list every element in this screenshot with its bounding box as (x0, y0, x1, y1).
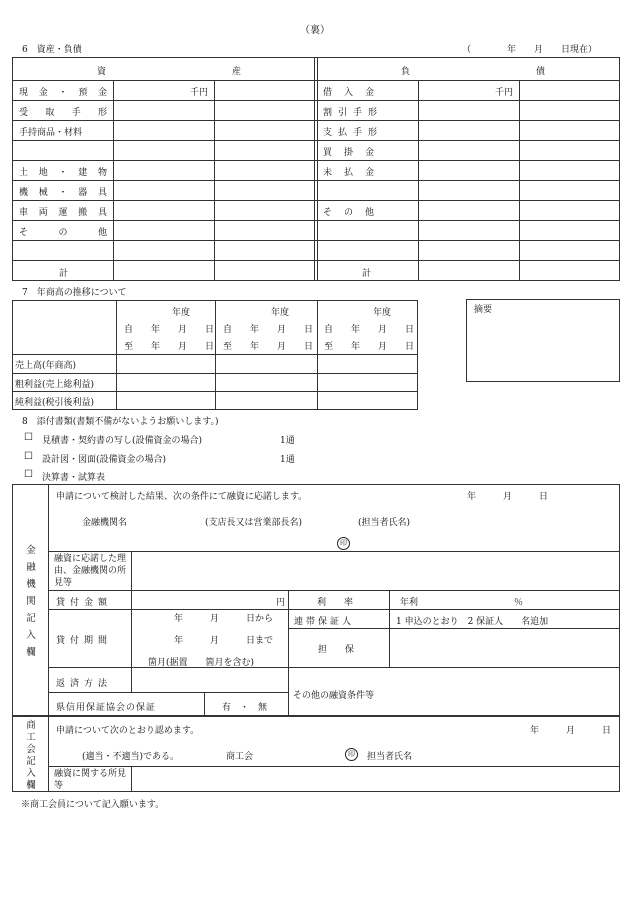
memo-label: 摘要 (474, 305, 493, 315)
bank-name-label: 金融機関名 (82, 518, 128, 528)
period-from: 自 年 月 日 (124, 325, 215, 335)
joint-guarantor-label: 連帯保証人 (294, 617, 355, 627)
liab-row-label: 未払金 (323, 168, 387, 178)
fiscal-year-label: 年度 (271, 308, 290, 318)
period-to-date: 年 月 日まで (174, 636, 274, 646)
repayment-method-label: 返済方法 (56, 679, 113, 689)
liab-row-label: その他 (323, 208, 387, 218)
checkbox-icon[interactable]: ☐ (24, 432, 33, 443)
period-to: 至 年 月 日 (124, 342, 215, 352)
footer-note: ※商工会員について記入願います。 (21, 800, 165, 810)
deferment-months: 箇月(据置 箇月を含む) (148, 658, 255, 668)
asset-row-label: 車 両 運 搬 具 (19, 208, 107, 218)
period-from: 自 年 月 日 (324, 325, 415, 335)
attachment-item: 決算書・試算表 (42, 473, 106, 483)
approval-status: (適当・不適当)である。 (82, 752, 180, 762)
asset-row-label: 現 金 ・ 預 金 (19, 88, 107, 98)
branch-manager-label: (支店長又は営業部長名) (205, 518, 303, 528)
loan-amount-label: 貸付金額 (56, 598, 113, 608)
attachment-count: 1通 (280, 436, 295, 446)
other-conditions-label: その他の融資条件等 (293, 691, 375, 701)
collateral-label: 担 保 (318, 645, 355, 655)
gross-profit-row-label: 粗利益(売上総利益) (15, 380, 95, 390)
asset-row-label: 手持商品・材料 (19, 128, 83, 138)
liab-row-label: 買掛金 (323, 148, 387, 158)
period-from: 自 年 月 日 (223, 325, 314, 335)
yen-unit: 円 (276, 598, 286, 608)
section-6-heading: 6 資産・負債 (22, 45, 82, 55)
loan-period-label: 貸付期間 (56, 636, 113, 646)
period-to: 至 年 月 日 (223, 342, 314, 352)
period-to: 至 年 月 日 (324, 342, 415, 352)
fiscal-year-label: 年度 (373, 308, 392, 318)
bank-section-label: 金融機関記入欄 (26, 545, 36, 658)
chamber-staff-label: 担当者氏名 (367, 752, 413, 762)
checkbox-icon[interactable]: ☐ (24, 469, 33, 480)
attachment-count: 1通 (280, 455, 295, 465)
guarantee-assoc-label: 県信用保証協会の保証 (56, 703, 157, 713)
section-6-date: （ 年 月 日現在） (462, 45, 598, 55)
asset-row-label: 土 地 ・ 建 物 (19, 168, 107, 178)
fiscal-year-label: 年度 (172, 308, 191, 318)
assets-header: 資 産 (97, 67, 242, 77)
attachment-item: 見積書・契約書の写し(設備資金の場合) (42, 436, 203, 446)
assets-total-label: 計 (59, 269, 69, 279)
liab-total-label: 計 (362, 269, 372, 279)
approval-reason-label: 融資に応諾した理由、金融機関の所見等 (54, 554, 127, 588)
section-7-heading: 7 年商高の推移について (22, 288, 127, 298)
percent-unit: ％ (514, 598, 524, 608)
sales-row-label: 売上高(年商高) (15, 361, 77, 371)
bank-date: 年 月 日 (467, 492, 549, 502)
chamber-section-label: 商工会記入欄 (26, 720, 36, 791)
yes-no-option: 有 ・ 無 (222, 703, 268, 713)
asset-row-label: 機 械 ・ 器 具 (19, 188, 107, 198)
chamber-name-label: 商工会 (226, 752, 254, 762)
page-title: （裏） (300, 25, 330, 36)
asset-row-label: そ の 他 (19, 228, 107, 238)
net-profit-row-label: 純利益(税引後利益) (15, 398, 95, 408)
assets-unit: 千円 (190, 88, 209, 98)
attachment-item: 設計図・図面(設備資金の場合) (42, 455, 167, 465)
chamber-date: 年 月 日 (530, 726, 612, 736)
liabilities-header: 負 債 (401, 67, 546, 77)
chamber-statement: 申請について次のとおり認めます。 (56, 726, 200, 736)
bank-statement: 申請について検討した結果、次の条件にて融資に応諾します。 (56, 492, 308, 502)
seal-icon: 印 (345, 748, 358, 761)
period-from-date: 年 月 日から (174, 614, 274, 624)
liab-row-label: 支払手形 (323, 128, 384, 138)
seal-icon: 印 (337, 537, 350, 550)
checkbox-icon[interactable]: ☐ (24, 451, 33, 462)
loan-opinion-label: 融資に関する所見等 (54, 769, 127, 791)
section-8-heading: 8 添付書類(書類不備がないようお願いします。) (22, 417, 219, 427)
liab-row-label: 割引手形 (323, 108, 384, 118)
guarantor-options: 1 申込のとおり 2 保証人 名追加 (396, 617, 549, 627)
annual-rate-label: 年利 (400, 598, 419, 608)
liab-unit: 千円 (495, 88, 514, 98)
liab-row-label: 借入金 (323, 88, 387, 98)
staff-name-label: (担当者氏名) (358, 518, 411, 528)
asset-row-label: 受 取 手 形 (19, 108, 107, 118)
interest-rate-label: 利 率 (317, 598, 354, 608)
